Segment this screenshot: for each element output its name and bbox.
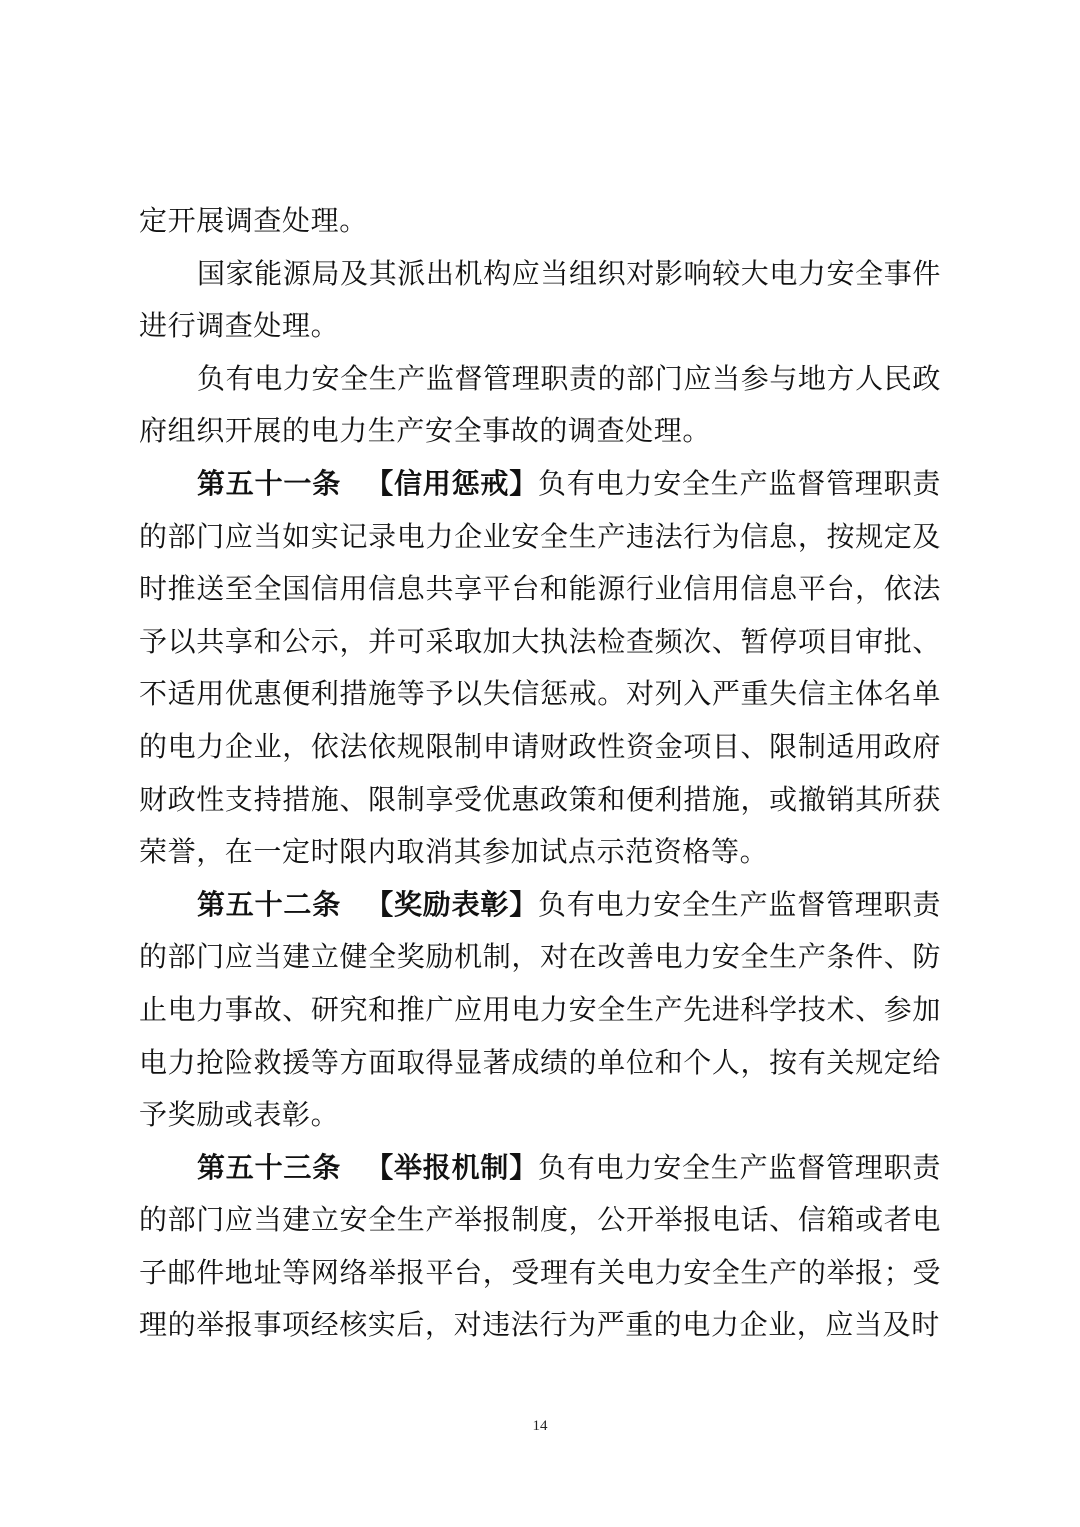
page-number: 14 [532,1418,548,1434]
document-body [139,195,941,1352]
article-52 [139,879,941,1142]
article-53-number: 第五十三条 [197,1150,341,1184]
paragraph-energy-bureau: 国家能源局及其派出机构应当组织对影响较大电力安全事件进行调查处理。 [139,256,941,343]
article-51-text: 负有电力安全生产监督管理职责的部门应当如实记录电力企业安全生产违法行为信息，按规定及时推送至全国信用信息共享平台和能源行业信用信息平台，依法予以共享和公示，并可采取加大执法检查频次、暂停项目审批、不适用优惠便利措施等予以失信惩戒。对列入严重失信主体名单的电力企业，依法依规限制申请财政性资金项目、限制适用政府财政性支持措施、限制享受优惠政策和便利措施，或撤销其所获荣誉，在一定时限内取消其参加试点示范资格等。 [139,466,941,869]
paragraph-supervision-departments: 负有电力安全生产监督管理职责的部门应当参与地方人民政府组织开展的电力生产安全事故的调查处理。 [139,361,941,448]
article-53-title: 【举报机制】 [365,1150,538,1184]
article-51-number: 第五十一条 [197,466,341,500]
article-51-title: 【信用惩戒】 [365,466,538,500]
article-52-number: 第五十二条 [197,887,341,921]
article-53-text: 负有电力安全生产监督管理职责的部门应当建立安全生产举报制度，公开举报电话、信箱或者电子邮件地址等网络举报平台，受理有关电力安全生产的举报；受理的举报事项经核实后，对违法行为严重的电力企业，应当及时 [139,1150,941,1342]
article-53 [139,1142,941,1352]
article-52-title: 【奖励表彰】 [365,887,538,921]
article-51 [139,458,941,879]
paragraph-continuation: 定开展调查处理。 [139,204,368,237]
article-52-text: 负有电力安全生产监督管理职责的部门应当建立健全奖励机制，对在改善电力安全生产条件、防止电力事故、研究和推广应用电力安全生产先进科学技术、参加电力抢险救援等方面取得显著成绩的单位和个人，按有关规定给予奖励或表彰。 [139,887,941,1132]
